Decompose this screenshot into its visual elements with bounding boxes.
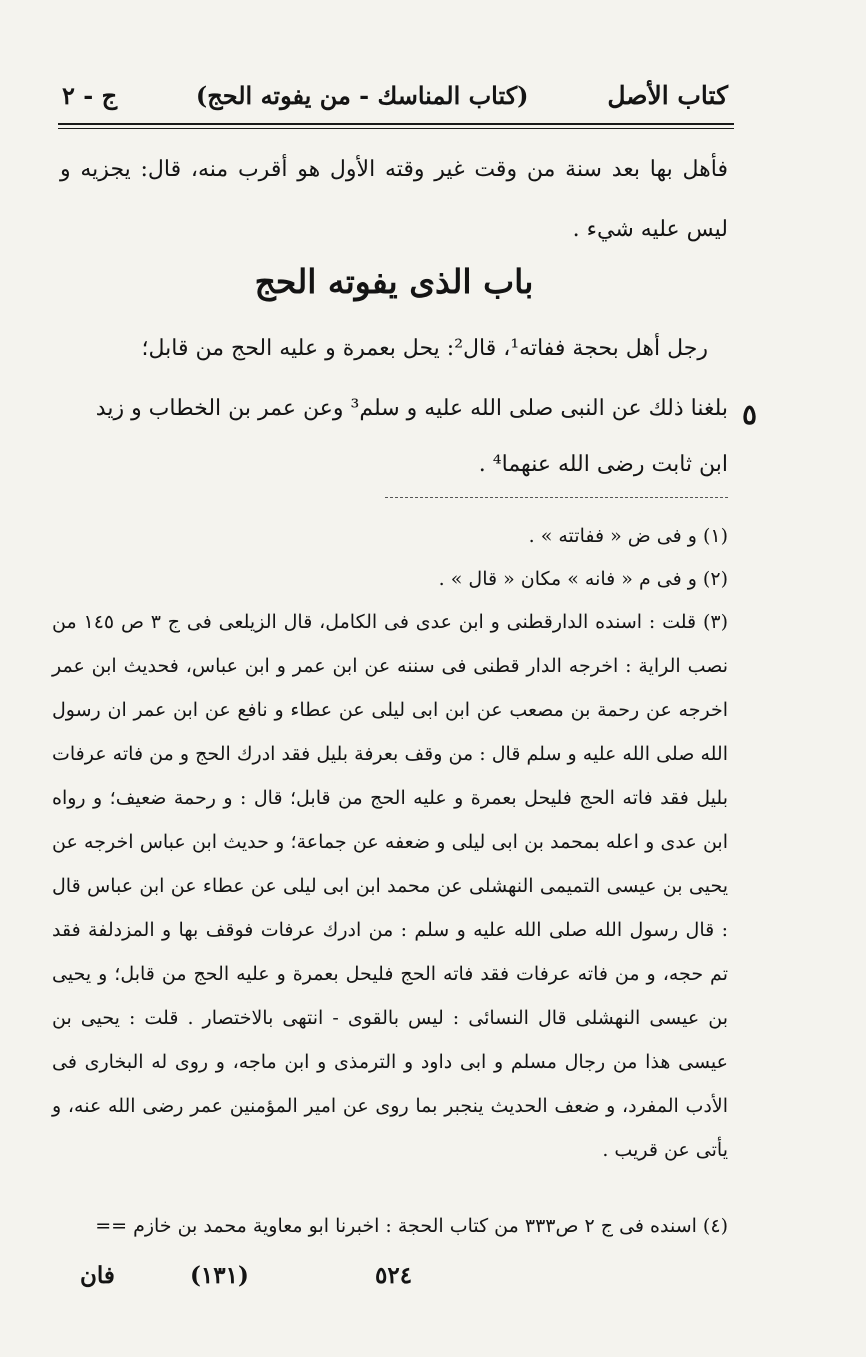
book-title: كتاب الأصل <box>607 80 728 110</box>
footnote-1: (١) و فى ض « ففاتته » . <box>528 525 728 547</box>
header-rule <box>58 123 734 125</box>
page-number: ٥٢٤ <box>375 1262 413 1289</box>
line-number: ٥ <box>742 398 758 431</box>
chapter-title: (كتاب المناسك - من يفوته الحج) <box>195 80 529 110</box>
section-title: باب الذى يفوته الحج <box>254 262 534 301</box>
footnote-4: (٤) اسنده فى ج ٢ ص٣٣٣ من كتاب الحجة : اخبرنا ابو معاوية محمد بن خازم == <box>95 1215 728 1237</box>
paragraph-line: ابن ثابت رضى الله عنهما⁴ . <box>478 452 728 477</box>
catchword: فان <box>80 1262 115 1289</box>
volume-number: ج - ٢ <box>62 80 118 110</box>
paragraph-line: بلغنا ذلك عن النبى صلى الله عليه و سلم³ وعن عمر بن الخطاب و زيد <box>95 396 728 421</box>
header-rule-thin <box>58 128 734 129</box>
footnote-2: (٢) و فى م « فانه » مكان « قال » . <box>438 568 728 590</box>
footnote-3: (٣) قلت : اسنده الدارقطنى و ابن عدى فى الكامل، قال الزيلعى فى ج ٣ ص ١٤٥ من نصب الراية : اخرجه الدار قطنى فى سننه عن ابن عمر و ابن عباس، فحديث ابن عمر اخرجه عن رحمة بن مصعب عن ابن ابى ليلى عن عطاء و نافع عن ابن عمر ان رسول الله صلى الله عليه و سلم قال : من وقف بعرفة بليل فقد ادرك الحج و من فاته عرفات بليل فقد فاته الحج فليحل بعمرة و عليه الحج من قابل؛ قال : و رحمة ضعيف؛ و رواه ابن عدى و اعله بمحمد بن ابى ليلى و ضعفه عن جماعة؛ و حديث ابن عباس اخرجه عن يحيى بن عيسى التميمى النهشلى عن محمد ابن ابى ليلى عن عطاء عن ابن عباس قال : قال رسول الله صلى الله عليه و سلم : من ادرك عرفات فوقف بها و المزدلفة فقد تم حجه، و من فاته عرفات فقد فاته الحج فليحل بعمرة و عليه الحج من قابل؛ و يحيى بن عيسى النهشلى قال النسائى : ليس بالقوى - انتهى بالاختصار . قلت : يحيى بن عيسى هذا من رجال مسلم و ابى داود و الترمذى و ابن ماجه، و روى له البخارى فى الأدب المفرد، و ضعف الحديث ينجبر بما روى عن امير المؤمنين عمر رضى الله عنه، و يأتى عن قريب . <box>52 611 728 1161</box>
sheet-signature: (١٣١) <box>190 1262 249 1289</box>
footnote-separator <box>385 497 728 498</box>
paragraph-line: رجل أهل بحجة ففاته¹، قال²: يحل بعمرة و عليه الحج من قابل؛ <box>141 336 708 361</box>
running-head <box>62 74 728 116</box>
continuation-text: فأهل بها بعد سنة من وقت غير وقته الأول هو أقرب منه، قال: يجزيه و ليس عليه شيء . <box>60 157 728 242</box>
